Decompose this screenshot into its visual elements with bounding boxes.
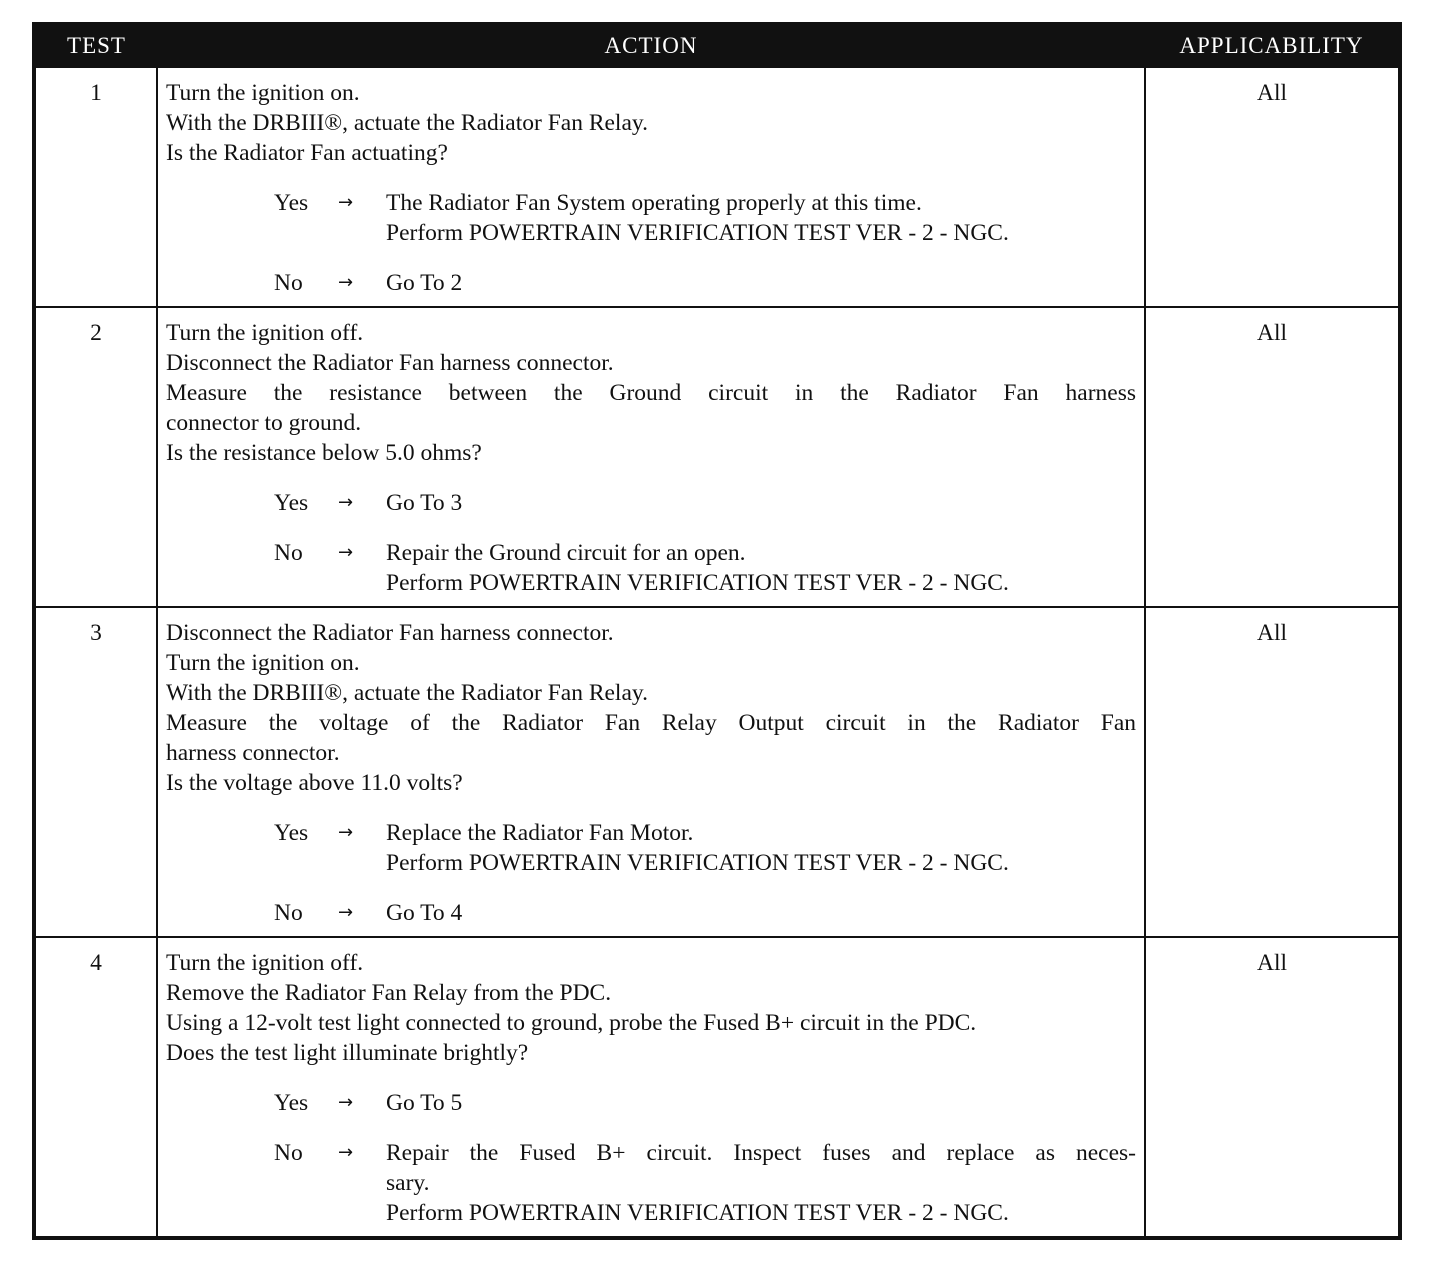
- arrow-right-icon: →: [338, 192, 354, 213]
- outcome-text: [386, 488, 1136, 518]
- outcome-line: Go To 5: [386, 1090, 463, 1116]
- arrow-right-icon: →: [338, 1092, 354, 1113]
- action-step: With the DRBIII®, actuate the Radiator Fan Relay.: [166, 110, 648, 136]
- outcome-line: Go To 2: [386, 270, 463, 296]
- action-step: Disconnect the Radiator Fan harness connector.: [166, 620, 614, 646]
- outcome-text: [386, 1138, 1136, 1228]
- action-step: Turn the ignition off.: [166, 950, 364, 976]
- table-header: [34, 24, 1400, 67]
- action-step: Using a 12-volt test light connected to ground, probe the Fused B+ circuit in the PDC.: [166, 1010, 977, 1036]
- table-row: [34, 607, 1400, 937]
- table-row: [34, 937, 1400, 1238]
- outcome-line: Perform POWERTRAIN VERIFICATION TEST VER - 2 - NGC.: [386, 1200, 1009, 1226]
- applicability-cell: All: [1145, 67, 1400, 307]
- applicability-cell: All: [1145, 607, 1400, 937]
- outcome-line: sary.: [386, 1170, 430, 1196]
- diagnostic-test-table: [32, 22, 1402, 1240]
- outcome-no: [166, 898, 1136, 928]
- outcome-text: [386, 1088, 1136, 1118]
- action-step: connector to ground.: [166, 410, 362, 436]
- outcome-text: [386, 188, 1136, 248]
- outcome-line: Repair the Ground circuit for an open.: [386, 540, 746, 566]
- outcome-label: No: [274, 270, 303, 296]
- arrow-right-icon: →: [338, 822, 354, 843]
- outcome-line: Repair the Fused B+ circuit. Inspect fuses and replace as neces-: [386, 1140, 1136, 1166]
- outcome-no: [166, 268, 1136, 298]
- outcome-yes: [166, 818, 1136, 878]
- outcome-text: [386, 818, 1136, 878]
- header-action: ACTION: [157, 24, 1145, 67]
- arrow-right-icon: →: [338, 492, 354, 513]
- applicability-cell: All: [1145, 307, 1400, 607]
- action-step: Turn the ignition on.: [166, 80, 360, 106]
- outcome-label: Yes: [274, 1090, 309, 1116]
- action-step: Turn the ignition off.: [166, 320, 364, 346]
- action-step: Measure the resistance between the Ground circuit in the Radiator Fan harness: [166, 380, 1136, 406]
- header-row: [34, 24, 1400, 67]
- outcome-line: Perform POWERTRAIN VERIFICATION TEST VER - 2 - NGC.: [386, 850, 1009, 876]
- action-step: Measure the voltage of the Radiator Fan Relay Output circuit in the Radiator Fan: [166, 710, 1136, 736]
- table-body: [34, 67, 1400, 1238]
- outcome-no: [166, 538, 1136, 598]
- action-cell: [157, 67, 1145, 307]
- outcome-line: Go To 4: [386, 900, 463, 926]
- action-step: Remove the Radiator Fan Relay from the PDC.: [166, 980, 612, 1006]
- outcome-yes: [166, 188, 1136, 248]
- test-number: 1: [34, 67, 157, 307]
- outcome-yes: [166, 1088, 1136, 1118]
- action-step: Is the voltage above 11.0 volts?: [166, 770, 463, 796]
- action-cell: [157, 937, 1145, 1238]
- arrow-right-icon: →: [338, 902, 354, 923]
- table-row: [34, 67, 1400, 307]
- outcome-no: [166, 1138, 1136, 1228]
- test-number: 4: [34, 937, 157, 1238]
- outcome-label: No: [274, 1140, 303, 1166]
- action-step: Is the Radiator Fan actuating?: [166, 140, 448, 166]
- action-step: Does the test light illuminate brightly?: [166, 1040, 529, 1066]
- outcome-label: No: [274, 540, 303, 566]
- action-step: Turn the ignition on.: [166, 650, 360, 676]
- arrow-right-icon: →: [338, 542, 354, 563]
- test-number: 2: [34, 307, 157, 607]
- outcome-yes: [166, 488, 1136, 518]
- table-row: [34, 307, 1400, 607]
- outcome-text: [386, 538, 1136, 598]
- outcome-line: The Radiator Fan System operating properly at this time.: [386, 190, 922, 216]
- action-step: With the DRBIII®, actuate the Radiator Fan Relay.: [166, 680, 648, 706]
- outcome-line: Perform POWERTRAIN VERIFICATION TEST VER - 2 - NGC.: [386, 220, 1009, 246]
- outcome-label: Yes: [274, 490, 309, 516]
- outcome-line: Go To 3: [386, 490, 463, 516]
- test-number: 3: [34, 607, 157, 937]
- action-cell: [157, 307, 1145, 607]
- action-step: harness connector.: [166, 740, 340, 766]
- action-step: Disconnect the Radiator Fan harness connector.: [166, 350, 614, 376]
- outcome-text: [386, 268, 1136, 298]
- outcome-line: Perform POWERTRAIN VERIFICATION TEST VER - 2 - NGC.: [386, 570, 1009, 596]
- action-step: Is the resistance below 5.0 ohms?: [166, 440, 482, 466]
- arrow-right-icon: →: [338, 1142, 354, 1163]
- outcome-label: Yes: [274, 190, 309, 216]
- action-cell: [157, 607, 1145, 937]
- outcome-label: Yes: [274, 820, 309, 846]
- header-test: TEST: [34, 24, 157, 67]
- header-applicability: APPLICABILITY: [1145, 24, 1400, 67]
- outcome-line: Replace the Radiator Fan Motor.: [386, 820, 694, 846]
- outcome-text: [386, 898, 1136, 928]
- arrow-right-icon: →: [338, 272, 354, 293]
- applicability-cell: All: [1145, 937, 1400, 1238]
- outcome-label: No: [274, 900, 303, 926]
